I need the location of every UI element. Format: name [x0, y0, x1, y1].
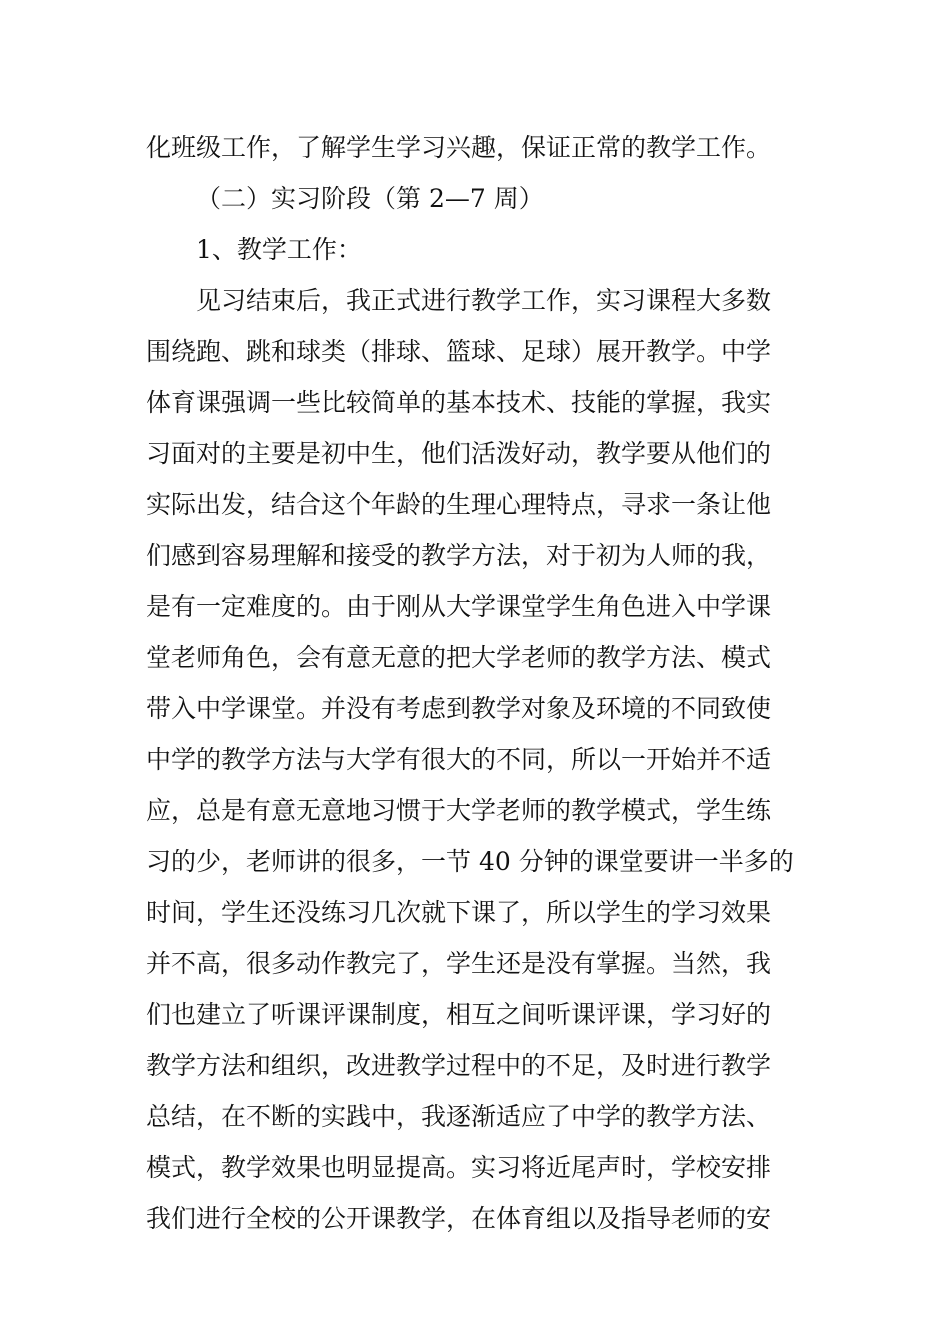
text-line: 是有一定难度的。由于刚从大学课堂学生角色进入中学课 — [146, 592, 772, 621]
text-line: 围绕跑、跳和球类（排球、篮球、足球）展开教学。中学 — [146, 337, 772, 366]
text-line: 们感到容易理解和接受的教学方法，对于初为人师的我， — [146, 541, 772, 570]
section-heading: （二）实习阶段（第 2—7 周） — [196, 184, 544, 213]
text-line: 体育课强调一些比较简单的基本技术、技能的掌握，我实 — [146, 388, 772, 417]
text-line: 习面对的主要是初中生，他们活泼好动，教学要从他们的 — [146, 439, 772, 468]
text-line: 堂老师角色，会有意无意的把大学老师的教学方法、模式 — [146, 643, 772, 672]
text-line: 应，总是有意无意地习惯于大学老师的教学模式，学生练 — [146, 796, 772, 825]
item-heading: 1、教学工作： — [196, 235, 362, 264]
text-line: 时间，学生还没练习几次就下课了，所以学生的学习效果 — [146, 898, 772, 927]
text-line: 中学的教学方法与大学有很大的不同，所以一开始并不适 — [146, 745, 772, 774]
text-line: 带入中学课堂。并没有考虑到教学对象及环境的不同致使 — [146, 694, 772, 723]
text-line: 教学方法和组织，改进教学过程中的不足，及时进行教学 — [146, 1051, 772, 1080]
text-line: 实际出发，结合这个年龄的生理心理特点，寻求一条让他 — [146, 490, 772, 519]
text-line: 习的少，老师讲的很多，一节 40 分钟的课堂要讲一半多的 — [146, 847, 794, 876]
paragraph-first-line: 见习结束后，我正式进行教学工作，实习课程大多数 — [196, 286, 772, 315]
text-line: 我们进行全校的公开课教学，在体育组以及指导老师的安 — [146, 1204, 772, 1233]
text-line: 模式，教学效果也明显提高。实习将近尾声时，学校安排 — [146, 1153, 772, 1182]
text-line: 们也建立了听课评课制度，相互之间听课评课，学习好的 — [146, 1000, 772, 1029]
text-line: 化班级工作，了解学生学习兴趣，保证正常的教学工作。 — [146, 133, 772, 162]
text-line: 总结，在不断的实践中，我逐渐适应了中学的教学方法、 — [146, 1102, 772, 1131]
text-line: 并不高，很多动作教完了，学生还是没有掌握。当然，我 — [146, 949, 772, 978]
